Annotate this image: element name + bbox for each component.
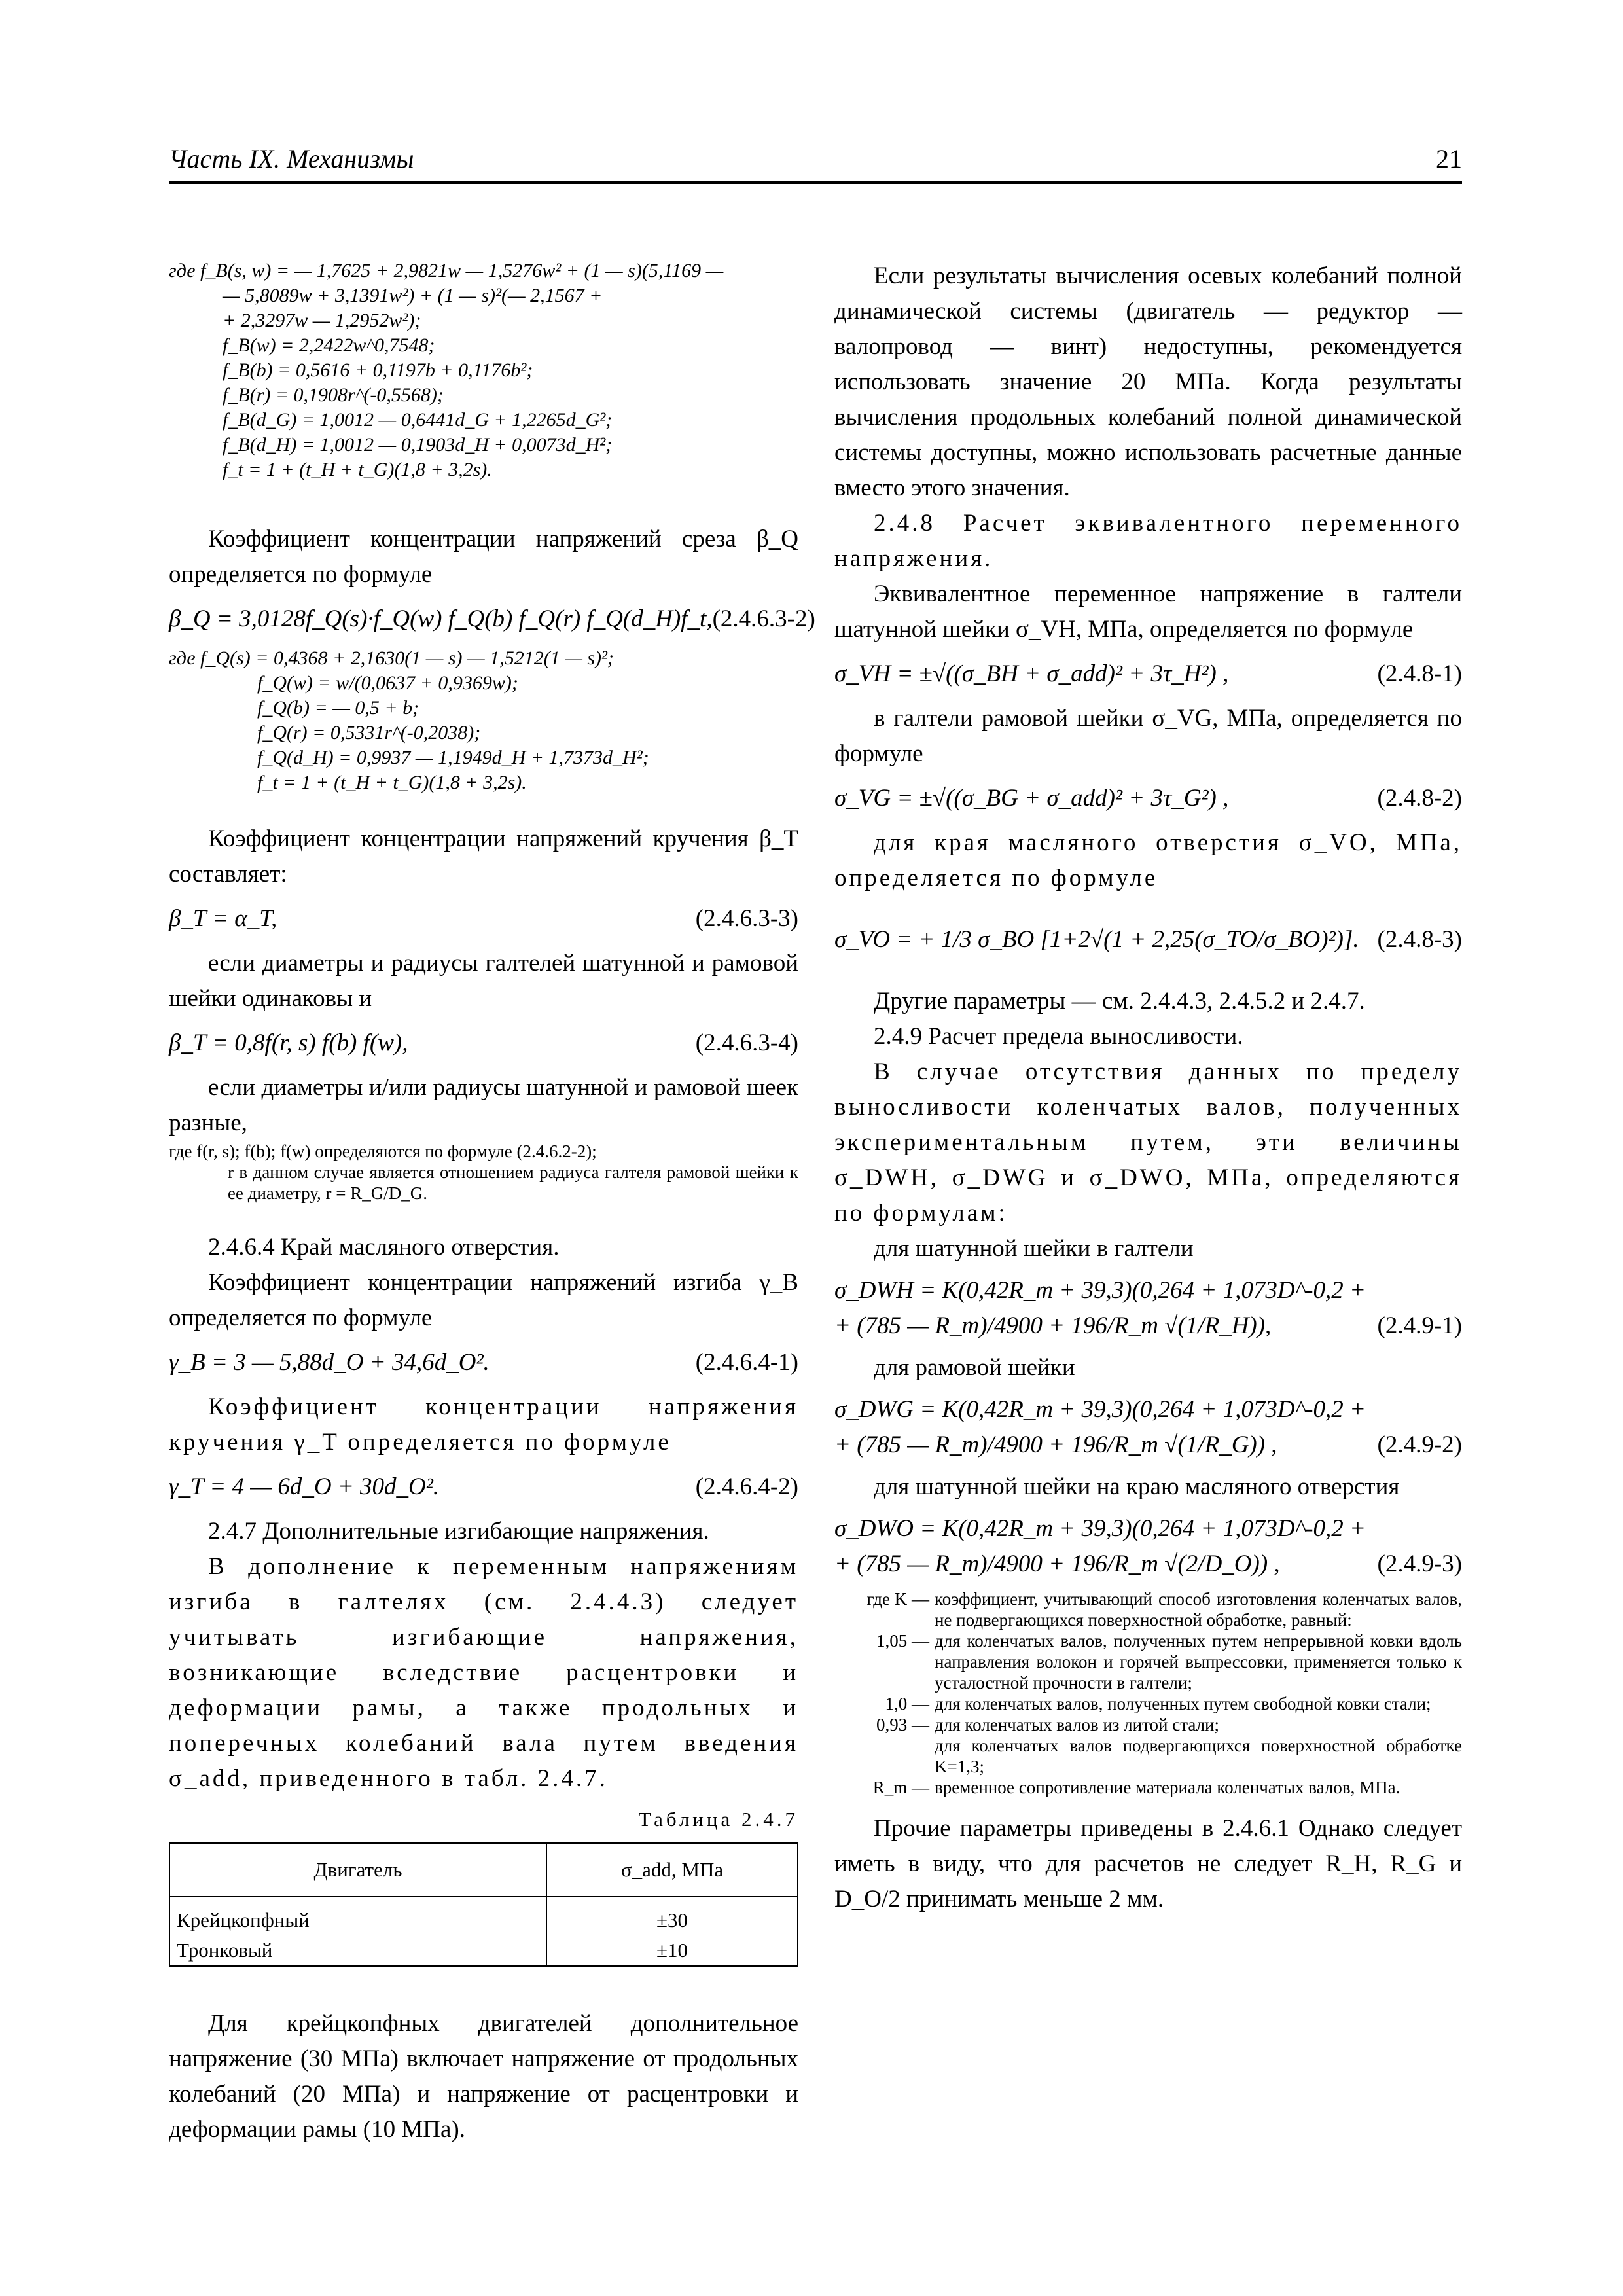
note-item (834, 1693, 1462, 1714)
formula-line: + 2,3297w — 1,2952w²); (223, 310, 421, 331)
note-text: временное сопротивление материала коленчатых валов, МПа. (935, 1778, 1400, 1797)
table-caption: Таблица 2.4.7 (638, 1808, 798, 1831)
section-heading: 2.4.7 Дополнительные изгибающие напряжения. (208, 1518, 709, 1545)
formula-line: f_B(d_G) = 1,0012 — 0,6441d_G + 1,2265d_G²; (223, 409, 613, 431)
running-title: Часть IX. Механизмы (169, 144, 414, 173)
note-item (834, 1588, 1462, 1630)
equation-body: β_T = α_T, (169, 905, 277, 932)
equation-number: (2.4.6.4-2) (695, 1473, 798, 1500)
data-table (169, 1842, 798, 1967)
formula-line: — 5,8089w + 3,1391w²) + (1 — s)²(— 2,1567 + (223, 285, 603, 306)
table-cell: Крейцкопфный (169, 1897, 546, 1935)
section-heading: 2.4.8 Расчет эквивалентного переменного напряжения. (834, 510, 1462, 572)
equation-body: σ_VH = ±√((σ_BH + σ_add)² + 3τ_H²) , (834, 660, 1229, 687)
paragraph: если диаметры и/или радиусы шатунной и рамовой шеек разные, (169, 1074, 798, 1136)
equation-body: γ_T = 4 — 6d_O + 30d_O². (169, 1473, 440, 1500)
equation-2-4-6-4-2 (169, 1469, 798, 1505)
note-text: для коленчатых валов подвергающихся поверхностной обработке K=1,3; (935, 1736, 1462, 1776)
section-heading: 2.4.9 Расчет предела выносливости. (874, 1023, 1243, 1050)
note-text: для коленчатых валов, полученных путем непрерывной ковки вдоль направления волокон и горячей выпрессовки, применяется только к усталостной прочности в галтели; (935, 1631, 1462, 1693)
table-row (169, 1935, 798, 1966)
page-number: 21 (1436, 144, 1462, 173)
paragraph: Для крейцкопфных двигателей дополнительное напряжение (30 МПа) включает напряжение от продольных колебаний (20 МПа) и напряжение от расцентровки и деформации рамы (10 МПа). (169, 2010, 798, 2143)
equation-line: σ_DWO = K(0,42R_m + 39,3)(0,264 + 1,073D^-0,2 + (834, 1515, 1366, 1542)
table-row (169, 1897, 798, 1935)
note-key: 1,0 — (885, 1694, 929, 1713)
left-column (169, 259, 815, 2147)
equation-number: (2.4.9-2) (1377, 1431, 1462, 1458)
equation-number: (2.4.6.3-4) (695, 1030, 798, 1056)
formula-line: f_B(r) = 0,1908r^(-0,5568); (223, 384, 444, 406)
equation-line: + (785 — R_m)/4900 + 196/R_m √(2/D_O)) , (834, 1551, 1280, 1577)
equation-2-4-9-1 (834, 1273, 1462, 1344)
formula-line: где f_B(s, w) = — 1,7625 + 2,9821w — 1,5276w² + (1 — s)(5,1169 — (169, 260, 724, 281)
formula-line: f_Q(w) = w/(0,0637 + 0,9369w); (257, 672, 518, 694)
formula-line: f_Q(b) = — 0,5 + b; (257, 697, 419, 719)
table-header: Двигатель (169, 1843, 546, 1897)
fb-formula-block (169, 259, 798, 482)
table-cell: ±30 (546, 1897, 798, 1935)
equation-2-4-6-3-4 (169, 1026, 798, 1061)
equation-number: (2.4.9-1) (1377, 1312, 1462, 1339)
note-key: R_m — (872, 1778, 929, 1797)
equation-line: σ_DWG = K(0,42R_m + 39,3)(0,264 + 1,073D^-0,2 + (834, 1396, 1366, 1423)
note-key: где K — (866, 1589, 929, 1609)
equation-2-4-6-3-3 (169, 901, 798, 937)
equation-number: (2.4.6.3-3) (695, 905, 798, 932)
note-key: 1,05 — (876, 1631, 929, 1651)
note-item (834, 1714, 1462, 1735)
paragraph: Эквивалентное переменное напряжение в галтели шатунной шейки σ_VH, МПа, определяется по формуле (834, 581, 1462, 643)
paragraph: Коэффициент концентрации напряжений среза β_Q определяется по формуле (169, 526, 798, 588)
paragraph: в галтели рамовой шейки σ_VG, МПа, определяется по формуле (834, 705, 1462, 767)
table-cell: ±10 (546, 1935, 798, 1966)
equation-2-4-9-2 (834, 1392, 1462, 1463)
paragraph: В дополнение к переменным напряжениям изгиба в галтелях (см. 2.4.4.3) следует учитывать изгибающие напряжения, возникающие вследствие расцентровки и деформации рамы, а также продольных и поперечных колебаний вала путем введения σ_add, приведенного в табл. 2.4.7. (169, 1553, 798, 1792)
table-header-row (169, 1843, 798, 1897)
equation-body: σ_VG = ±√((σ_BG + σ_add)² + 3τ_G²) , (834, 785, 1229, 812)
formula-line: f_B(d_H) = 1,0012 — 0,1903d_H + 0,0073d_H²; (223, 434, 613, 456)
paragraph: для шатунной шейки в галтели (874, 1235, 1194, 1262)
coefficient-notes (834, 1588, 1462, 1798)
note: где f(r, s); f(b); f(w) определяются по формуле (2.4.6.2-2); (169, 1141, 597, 1161)
note-item (834, 1735, 1462, 1777)
equation-body: σ_VO = + 1/3 σ_BO [1+2√(1 + 2,25(σ_TO/σ_BO)²)]. (834, 926, 1359, 953)
formula-line: f_Q(d_H) = 0,9937 — 1,1949d_H + 1,7373d_H²; (257, 747, 649, 768)
table-header: σ_add, МПа (546, 1843, 798, 1897)
formula-line: f_t = 1 + (t_H + t_G)(1,8 + 3,2s). (257, 772, 527, 793)
paragraph: Если результаты вычисления осевых колебаний полной динамической системы (двигатель — редуктор — валопровод — винт) недоступны, рекомендуется использовать значение 20 МПа. Когда результаты вычисления продольных колебаний полной динамической системы доступны, можно использовать расчетные данные вместо этого значения. (834, 262, 1462, 501)
paragraph: В случае отсутствия данных по пределу выносливости коленчатых валов, полученных экспериментальным путем, эти величины σ_DWH, σ_DWG и σ_DWO, МПа, определяются по формулам: (834, 1058, 1462, 1227)
note-key: 0,93 — (876, 1715, 929, 1734)
paragraph: Другие параметры — см. 2.4.4.3, 2.4.5.2 и 2.4.7. (874, 988, 1365, 1014)
equation-2-4-8-1 (834, 656, 1462, 692)
formula-line: f_t = 1 + (t_H + t_G)(1,8 + 3,2s). (223, 459, 492, 480)
equation-body: β_Q = 3,0128f_Q(s)·f_Q(w) f_Q(b) f_Q(r) f_Q(d_H)f_t, (169, 605, 713, 632)
formula-line: f_B(b) = 0,5616 + 0,1197b + 0,1176b²; (223, 359, 533, 381)
equation-number: (2.4.8-1) (1377, 660, 1462, 687)
formula-line: где f_Q(s) = 0,4368 + 2,1630(1 — s) — 1,5212(1 — s)²; (169, 647, 615, 669)
equation-2-4-8-3 (834, 922, 1462, 958)
equation-body: β_T = 0,8f(r, s) f(b) f(w), (169, 1030, 408, 1056)
paragraph: для шатунной шейки на краю масляного отверстия (874, 1473, 1400, 1500)
page-header (169, 145, 1462, 184)
right-column (834, 259, 1462, 1917)
paragraph: для края масляного отверстия σ_VO, МПа, определяется по формуле (834, 829, 1462, 891)
paragraph: для рамовой шейки (874, 1354, 1075, 1381)
fq-formula-block (169, 646, 798, 795)
equation-2-4-6-4-1 (169, 1345, 798, 1380)
note: r в данном случае является отношением радиуса галтеля рамовой шейки к ее диаметру, r = R_G/D_G. (228, 1162, 798, 1203)
note-key (834, 1735, 935, 1777)
note-item (834, 1630, 1462, 1693)
equation-number: (2.4.6.3-2) (712, 605, 815, 632)
equation-number: (2.4.8-3) (1377, 926, 1462, 953)
formula-line: f_B(w) = 2,2422w^0,7548; (223, 334, 435, 356)
formula-line: f_Q(r) = 0,5331r^(-0,2038); (257, 722, 481, 744)
paragraph: Прочие параметры приведены в 2.4.6.1 Однако следует иметь в виду, что для расчетов не следует R_H, R_G и D_O/2 принимать меньше 2 мм. (834, 1815, 1462, 1912)
equation-body: γ_B = 3 — 5,88d_O + 34,6d_O². (169, 1349, 490, 1376)
section-heading: 2.4.6.4 Край масляного отверстия. (208, 1234, 560, 1261)
paragraph: Коэффициент концентрации напряжения кручения γ_T определяется по формуле (169, 1393, 798, 1456)
equation-2-4-9-3 (834, 1511, 1462, 1582)
equation-line: + (785 — R_m)/4900 + 196/R_m √(1/R_G)) , (834, 1431, 1277, 1458)
paragraph: Коэффициент концентрации напряжений кручения β_T составляет: (169, 825, 798, 888)
note-text: коэффициент, учитывающий способ изготовления коленчатых валов, не подвергающихся поверхностной обработке, равный: (935, 1589, 1462, 1630)
paragraph: Коэффициент концентрации напряжений изгиба γ_B определяется по формуле (169, 1269, 798, 1331)
paragraph: если диаметры и радиусы галтелей шатунной и рамовой шейки одинаковы и (169, 950, 798, 1012)
equation-number: (2.4.6.4-1) (695, 1349, 798, 1376)
equation-2-4-6-3-2 (169, 601, 815, 637)
equation-2-4-8-2 (834, 781, 1462, 816)
equation-number: (2.4.8-2) (1377, 785, 1462, 812)
note-text: для коленчатых валов, полученных путем свободной ковки стали; (935, 1694, 1431, 1713)
equation-line: σ_DWH = K(0,42R_m + 39,3)(0,264 + 1,073D^-0,2 + (834, 1277, 1366, 1304)
equation-line: + (785 — R_m)/4900 + 196/R_m √(1/R_H)), (834, 1312, 1272, 1339)
note-item (834, 1777, 1462, 1798)
table-cell: Тронковый (169, 1935, 546, 1966)
equation-number: (2.4.9-3) (1377, 1551, 1462, 1577)
note-text: для коленчатых валов из литой стали; (935, 1715, 1220, 1734)
